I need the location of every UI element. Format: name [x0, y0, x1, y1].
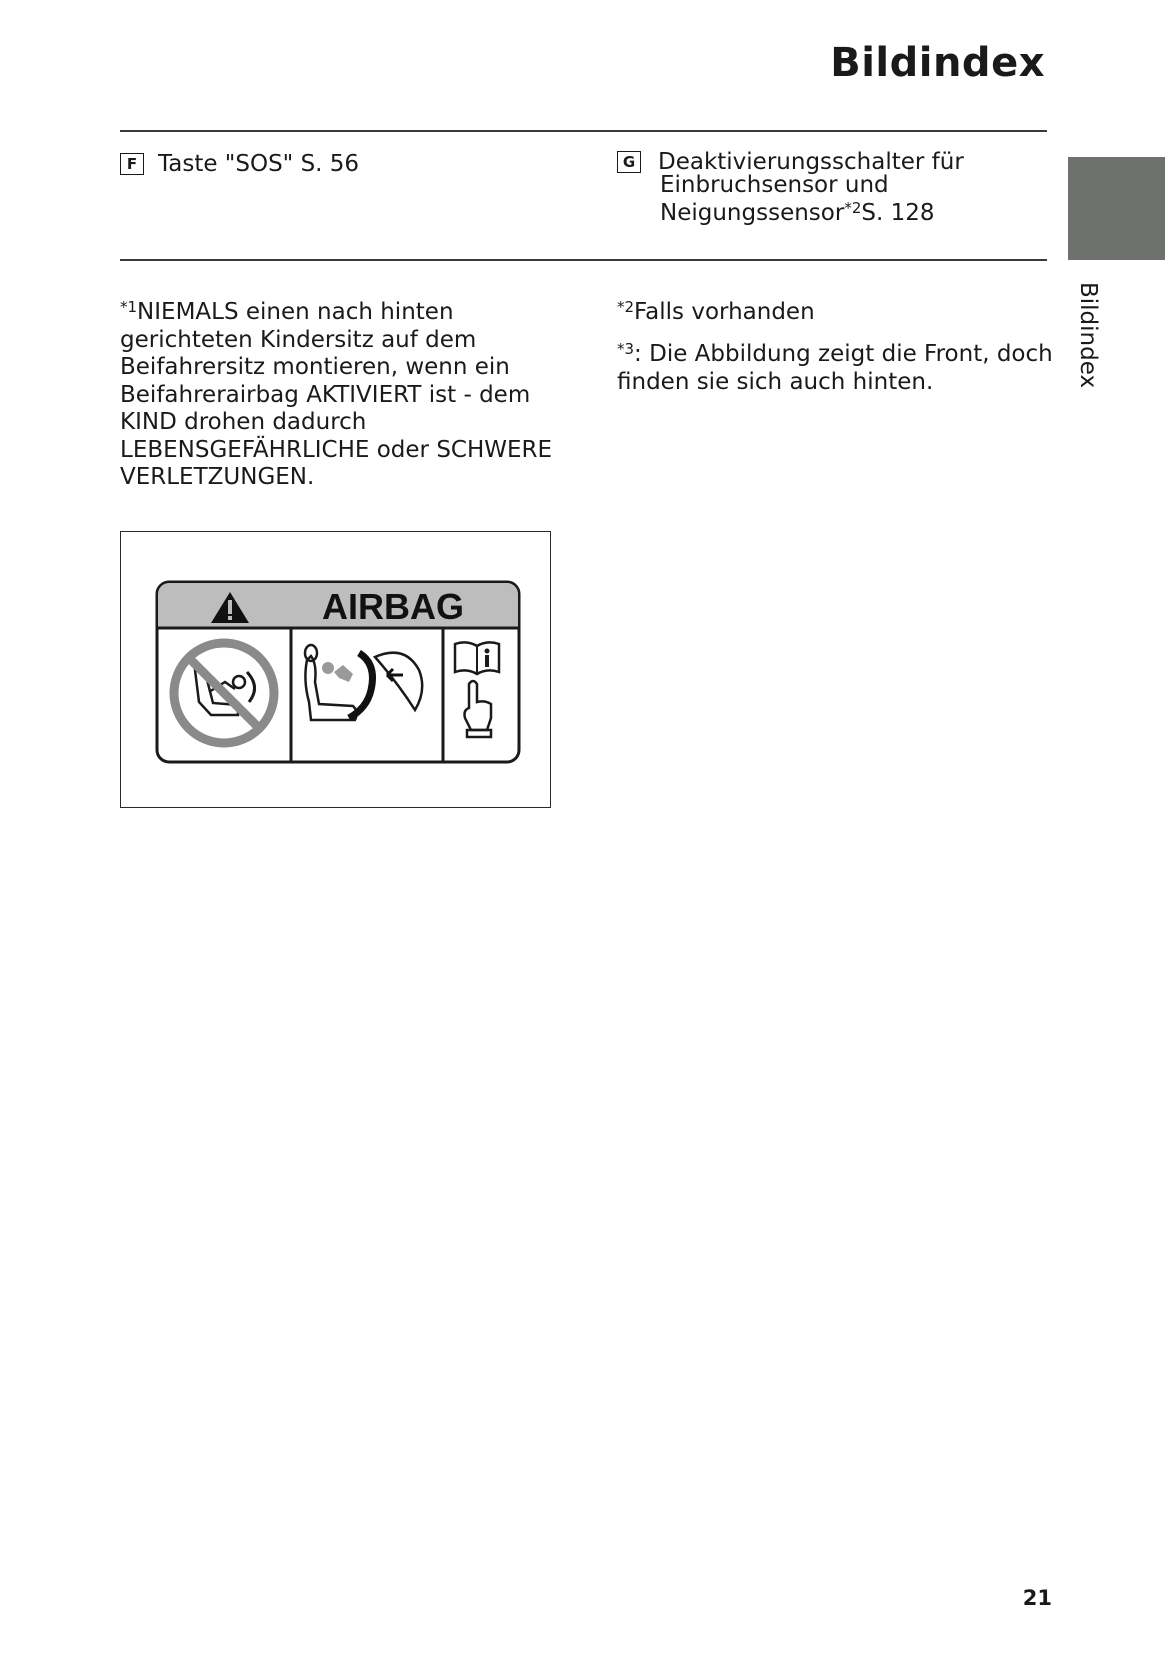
airbag-warning-label — [121, 532, 549, 806]
footnote-1-line: gerichteten Kindersitz auf dem — [120, 326, 477, 353]
footnote-ref-2: *2 — [844, 199, 862, 217]
footnote-2 — [617, 299, 815, 327]
footnote-1-line: KIND drohen dadurch — [120, 409, 367, 435]
top-rule — [120, 130, 1047, 132]
footnote-3-line: finden sie sich auch hinten. — [617, 368, 934, 395]
entry-g-line1: Deaktivierungsschalter für — [658, 149, 964, 175]
footnote-1-line — [120, 299, 560, 327]
footnote-1 — [120, 299, 560, 492]
footnote-3 — [617, 341, 1053, 396]
bottom-rule — [120, 259, 1047, 261]
page-title: Bildindex — [830, 40, 1045, 86]
entry-g-line3-text: Neigungssensor — [660, 200, 845, 226]
entry-f — [120, 151, 359, 177]
footnote-2-text: Falls vorhanden — [634, 299, 815, 325]
footnote-2-marker: *2 — [617, 298, 635, 316]
footnote-3-line — [617, 341, 1053, 369]
entry-g-line2: Einbruchsensor und — [660, 172, 889, 198]
key-badge-f: F — [120, 153, 144, 175]
section-tab-label: Bildindex — [1075, 282, 1101, 389]
footnote-1-line: VERLETZUNGEN. — [120, 464, 315, 490]
footnote-1-marker: *1 — [120, 298, 138, 316]
section-tab — [1068, 157, 1165, 260]
entry-g-line3 — [660, 200, 934, 226]
footnote-1-line: LEBENSGEFÄHRLICHE oder SCHWERE — [120, 436, 553, 463]
entry-g-page-ref: S. 128 — [861, 200, 935, 226]
footnote-3-marker: *3 — [617, 340, 635, 358]
page-number: 21 — [1022, 1586, 1052, 1610]
airbag-label-figure — [120, 531, 551, 808]
footnote-3-text: : Die Abbildung zeigt die Front, doch — [634, 341, 1053, 367]
entry-g-continuation — [660, 172, 934, 226]
footnote-1-line: Beifahrersitz montieren, wenn ein — [120, 354, 510, 380]
entry-f-text: Taste "SOS" S. 56 — [158, 151, 360, 177]
label-header-text: AIRBAG — [322, 586, 464, 627]
footnote-1-line: Beifahrerairbag AKTIVIERT ist - dem — [120, 381, 531, 408]
key-badge-g: G — [617, 151, 641, 173]
footnote-1-text: NIEMALS einen nach hinten — [137, 299, 454, 325]
